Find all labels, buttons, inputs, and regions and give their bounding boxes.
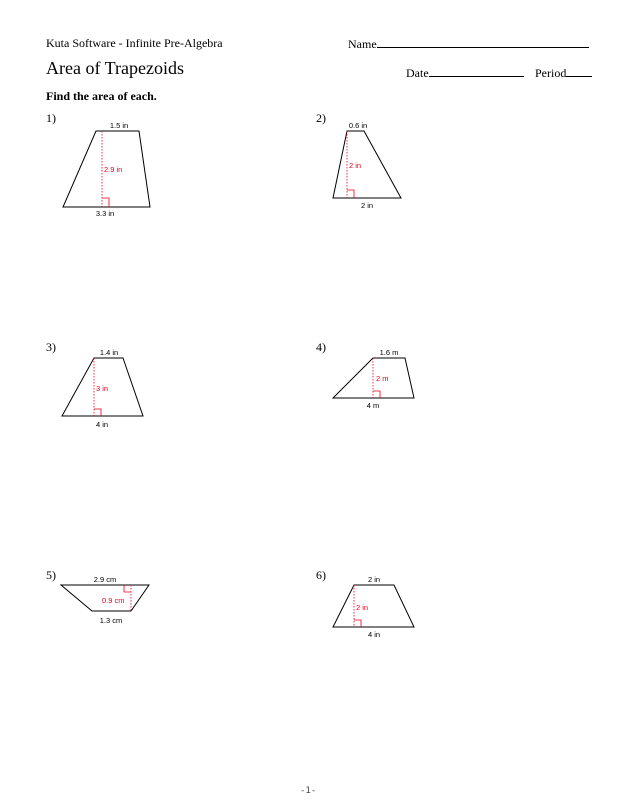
height-label: 2 in [356,603,369,612]
date-label: Date [406,66,429,80]
top-base-label: 0.6 in [348,121,368,130]
top-base-label: 2.9 cm [93,575,117,584]
top-base-label: 1.6 m [379,348,399,357]
problem-number: 2) [316,111,326,125]
problem-number: 3) [46,340,56,354]
bottom-base-label: 1.3 cm [99,616,123,625]
problem-number: 4) [316,340,326,354]
height-label: 0.9 cm [102,596,125,605]
page-number: -1- [300,786,317,796]
height-label: 2.9 in [104,165,123,174]
problem-number: 5) [46,568,56,582]
problem-number: 1) [46,111,56,125]
worksheet-title: Area of Trapezoids [46,58,184,78]
top-base-label: 1.4 in [99,348,119,357]
publisher-line: Kuta Software - Infinite Pre-Algebra [46,36,223,50]
bottom-base-label: 2 in [360,201,374,210]
bottom-base-label: 4 m [366,401,380,410]
period-label: Period [535,66,567,80]
bottom-base-label: 4 in [95,420,109,429]
instructions: Find the area of each. [46,89,157,103]
problem-number: 6) [316,568,326,582]
right-angle-mark [354,620,361,627]
height-label: 3 in [96,384,109,393]
top-base-label: 2 in [367,575,381,584]
height-label: 2 in [349,161,362,170]
top-base-label: 1.5 in [109,121,129,130]
bottom-base-label: 3.3 in [95,209,115,218]
name-label: Name [348,37,377,51]
bottom-base-label: 4 in [367,630,381,639]
trapezoid-shape [333,585,414,627]
height-label: 2 m [376,374,389,383]
